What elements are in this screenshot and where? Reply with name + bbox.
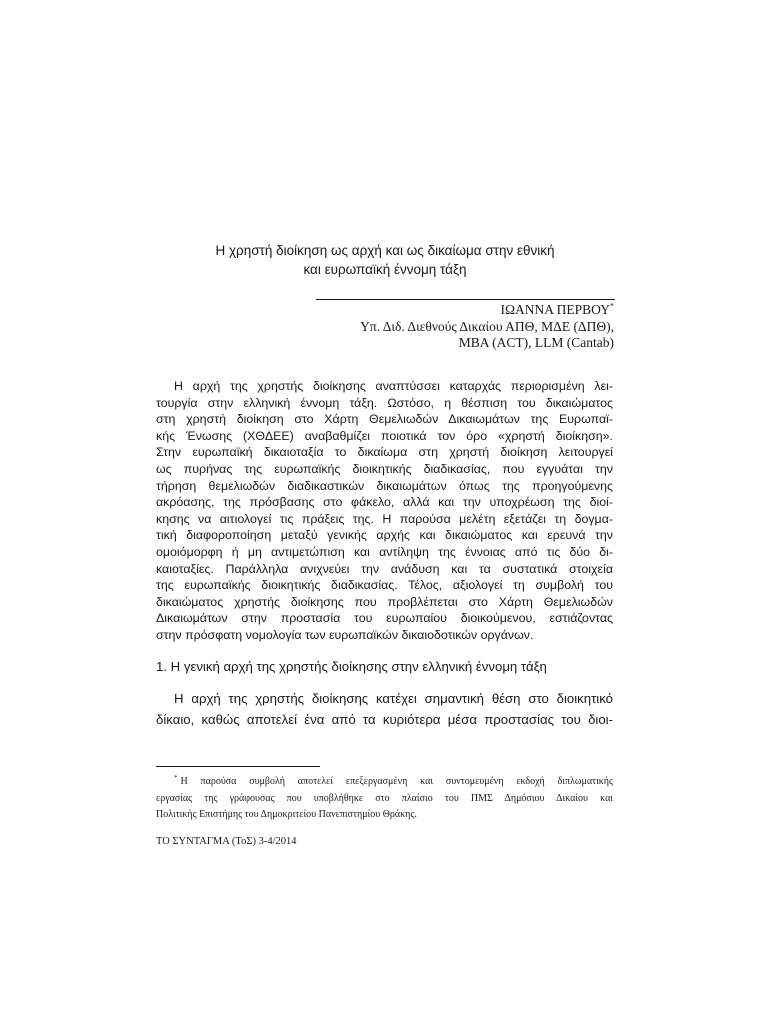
footnote-mark: * (174, 773, 178, 782)
abstract-line: κής Ένωσης (ΧΘΔΕΕ) αναβαθμίζει ποιοτικά τον όρο «χρηστή διοίκηση». (156, 428, 613, 443)
abstract-line: στην πρόσφατη νομολογία των ευρωπαϊκών δικαιοδοτικών οργάνων. (156, 627, 534, 642)
author-name-line (360, 302, 614, 319)
section-heading: 1. Η γενική αρχή της χρηστής διοίκησης στην ελληνική έννομη τάξη (156, 659, 547, 674)
abstract-line: ακρόασης, της πρόσβασης στο φάκελο, αλλά και την υποχρέωση της διοί- (156, 495, 613, 510)
abstract-line: ομοιόμορφη ή μη αντιμετώπιση και αντίληψη της έννοιας από τις δύο δι- (156, 544, 613, 559)
abstract-line: τουργία στην ελληνική έννομη τάξη. Ωστόσο, η θέσπιση του δικαιώματος (156, 395, 613, 410)
author-name: ΙΩΑΝΝΑ ΠΕΡΒΟΥ (500, 302, 610, 317)
abstract-line: τική διαφοροποίηση μεταξύ γενικής αρχής και δικαιώματος και ερευνά την (156, 528, 613, 543)
abstract-line: στη χρηστή διοίκηση στο Χάρτη Θεμελιωδών Δικαιωμάτων της Ευρωπαϊ- (156, 412, 613, 427)
title-line-2: και ευρωπαϊκή έννομη τάξη (303, 262, 467, 277)
title-line-1: Η χρηστή διοίκηση ως αρχή και ως δικαίωμα στην εθνική (215, 243, 555, 258)
journal-citation: ΤΟ ΣΥΝΤΑΓΜΑ (ΤοΣ) 3-4/2014 (156, 836, 297, 847)
abstract-line: ως πυρήνας της ευρωπαϊκής διοικητικής διαδικασίας, που εγγυάται την (156, 461, 613, 476)
author-block (360, 302, 614, 352)
author-divider (316, 299, 615, 300)
article-title (150, 241, 620, 279)
author-footnote-mark: * (610, 301, 614, 311)
abstract-line: καιοταξίες. Παράλληλα ανιχνεύει την ανάδυση και τα συστατικά στοιχεία (156, 561, 613, 576)
body-line: Η αρχή της χρηστής διοίκησης κατέχει σημαντική θέση στο διοικητικό (174, 691, 613, 706)
section-body (156, 688, 613, 730)
body-line: δίκαιο, καθώς αποτελεί ένα από τα κυριότερα μέσα προστασίας του διοι- (156, 712, 613, 727)
abstract (156, 378, 613, 644)
author-affiliation-1: Υπ. Διδ. Διεθνούς Δικαίου ΑΠΘ, ΜΔΕ (ΔΠΘ), (360, 318, 614, 334)
abstract-line: τήρηση θεμελιωδών διαδικαστικών δικαιωμάτων όπως της προηγούμενης (156, 478, 613, 493)
abstract-line: δικαιώματος χρηστής διοίκησης που προβλέπεται στο Χάρτη Θεμελιωδών (156, 594, 613, 609)
abstract-line: Στην ευρωπαϊκή δικαιοταξία το δικαίωμα στη χρηστή διοίκηση λειτουργεί (156, 445, 613, 460)
abstract-line: της ευρωπαϊκής διοικητικής διαδικασίας. Τέλος, αξιολογεί τη συμβολή του (156, 578, 613, 593)
abstract-line: Η αρχή της χρηστής διοίκησης αναπτύσσει καταρχάς περιορισμένη λει- (174, 379, 613, 393)
footnote-line: Πολιτικής Επιστήμης του Δημοκριτείου Πανεπιστημίου Θράκης. (156, 809, 417, 820)
footnote-line: εργασίας της γράφουσας που υποβλήθηκε στο πλαίσιο του ΠΜΣ Δημόσιου Δικαίου και (156, 792, 613, 804)
abstract-line: Δικαιωμάτων στην προστασία του ευρωπαίου διοικούμενου, εστιάζοντας (156, 611, 613, 626)
footnote (156, 774, 613, 824)
footnote-divider (156, 766, 320, 767)
abstract-line: κησης να αιτιολογεί τις πράξεις της. Η παρούσα μελέτη εξετάζει τη δογμα- (156, 511, 613, 526)
author-affiliation-2: MBA (ACT), LLM (Cantab) (458, 335, 614, 350)
footnote-line (156, 774, 613, 791)
footnote-line-text: Η παρούσα συμβολή αποτελεί επεξεργασμένη και συντομευμένη εκδοχή διπλωματικής (180, 776, 613, 787)
